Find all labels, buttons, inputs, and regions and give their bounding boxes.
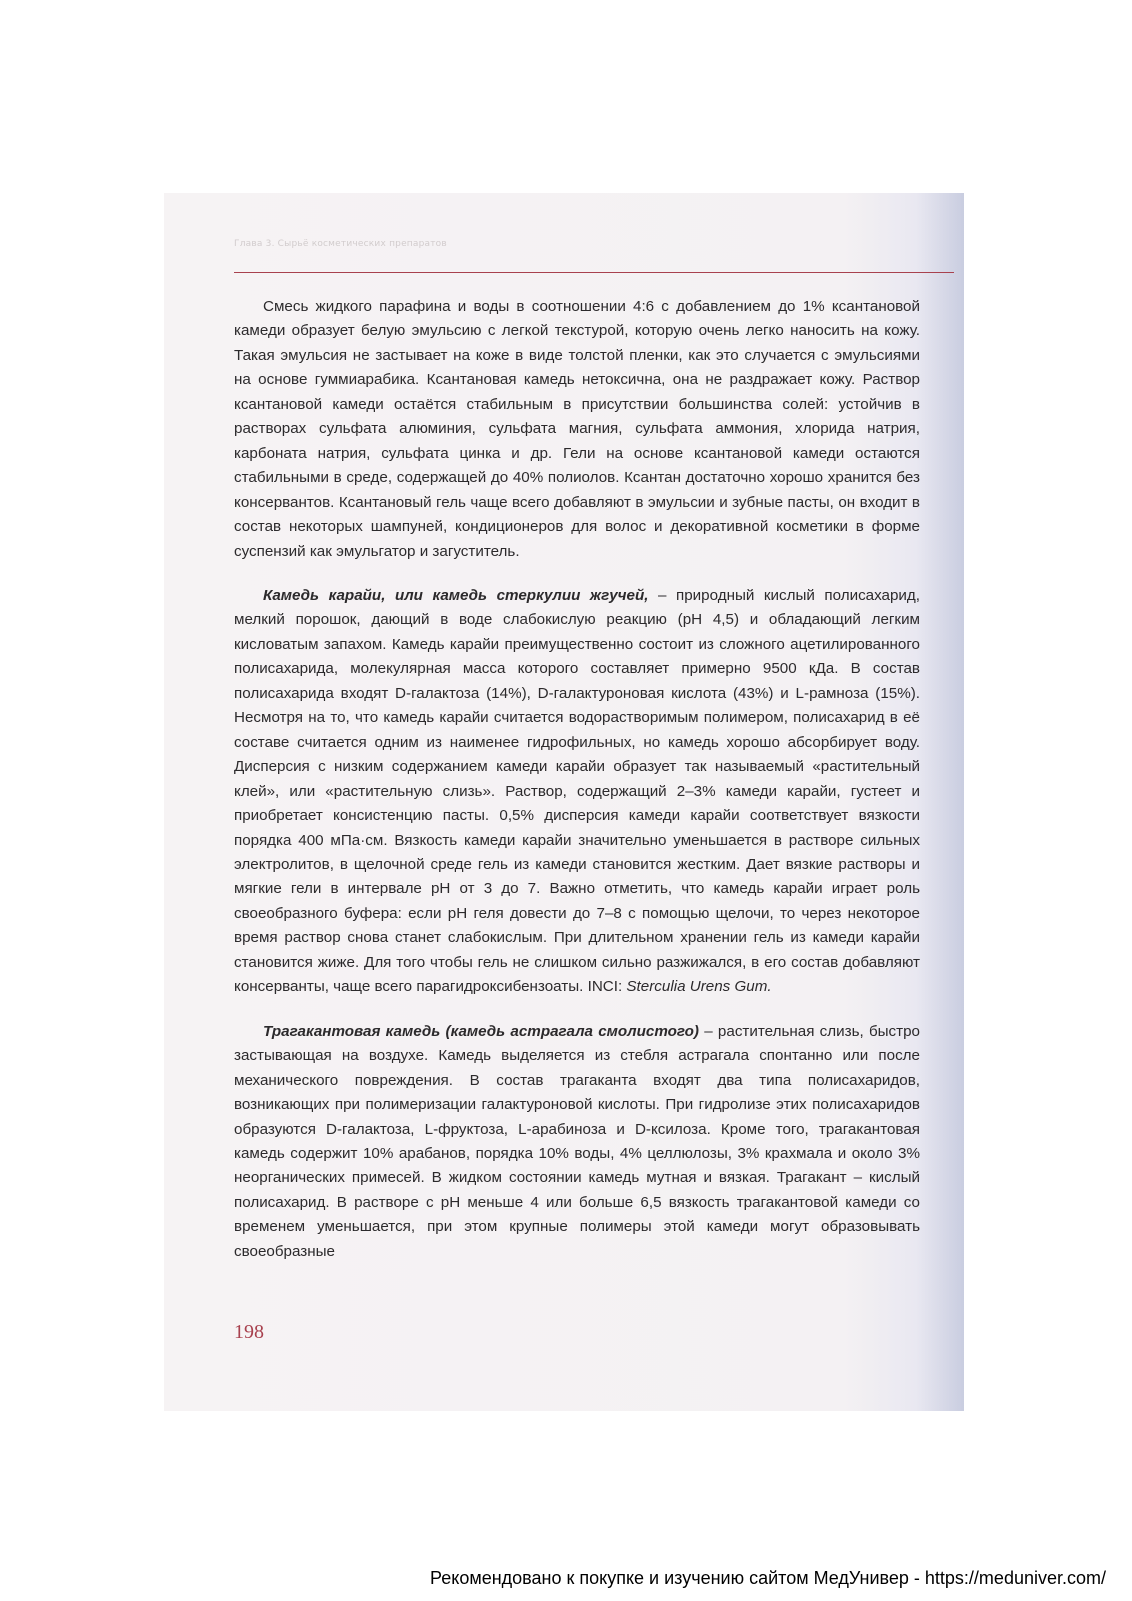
running-head: Глава 3. Сырьё косметических препаратов xyxy=(234,239,447,249)
paragraph-tragacanth xyxy=(234,1020,920,1265)
scanned-page xyxy=(164,193,964,1411)
paragraph-term: Камедь карайи, или камедь стеркулии жгучей, xyxy=(263,586,649,604)
paragraph-xanthan xyxy=(234,295,920,564)
paragraph-text: – природный кислый полисахарид, мелкий порошок, дающий в воде слабокислую реакцию (pH 4,5) и обладающий легким кисловатым запахом. Камедь карайи преимущественно состоит из сложного ацетилированного полисахарида, молекулярная масса которого составляет примерно 9500 кДа. В состав полисахарида входят D-галактоза (14%), D-галактуроновая кислота (43%) и L-рамноза (15%). Несмотря на то, что камедь карайи считается водорастворимым полимером, полисахарид в её составе считается одним из наименее гидрофильных, но камедь хорошо абсорбирует воду. Дисперсия с низким содержанием камеди карайи образует так называемый «растительный клей», или «растительную слизь». Раствор, содержащий 2–3% камеди карайи, густеет и приобретает консистенцию пасты. 0,5% дисперсия камеди карайи соответствует вязкости порядка 400 мПа·см. Вязкость камеди карайи значительно уменьшается в растворе сильных электролитов, в щелочной среде гель из камеди становится жестким. Дает вязкие растворы и мягкие гели в интервале pH от 3 до 7. Важно отметить, что камедь карайи играет роль своеобразного буфера: если pH геля довести до 7–8 с помощью щелочи, то через некоторое время раствор снова станет слабокислым. При длительном хранении гель из камеди карайи становится жиже. Для того чтобы гель не слишком сильно разжижался, в его состав добавляют консерванты, чаще всего парагидроксибензоаты. INCI: xyxy=(234,586,920,996)
paragraph-text: – растительная слизь, быстро застывающая на воздухе. Камедь выделяется из стебля астрагала спонтанно или после механического повреждения. В состав трагаканта входят два типа полисахаридов, возникающих при полимеризации галактуроновой кислоты. При гидролизе этих полисахаридов образуются D-галактоза, L-фруктоза, L-арабиноза и D-ксилоза. Кроме того, трагакантовая камедь содержит 10% арабанов, порядка 10% воды, 4% целлюлозы, 3% крахмала и около 3% неорганических примесей. В жидком состоянии камедь мутная и вязкая. Трагакант – кислый полисахарид. В растворе с pH меньше 4 или больше 6,5 вязкость трагакантовой камеди со временем уменьшается, при этом крупные полимеры этой камеди могут образовывать своеобразные xyxy=(234,1022,921,1260)
inci-name: Sterculia Urens Gum. xyxy=(626,978,772,996)
paragraph-karaya xyxy=(234,584,920,1000)
page-number: 198 xyxy=(234,1321,264,1343)
footer-note: Рекомендовано к покупке и изучению сайтом МедУнивер - https://meduniver.com/ xyxy=(430,1568,1106,1588)
paragraph-term: Трагакантовая камедь (камедь астрагала смолистого) xyxy=(263,1022,699,1040)
body-text xyxy=(234,295,920,1264)
header-rule xyxy=(234,272,954,273)
paragraph-text: Смесь жидкого парафина и воды в соотношении 4:6 с добавлением до 1% ксантановой камеди образует белую эмульсию с легкой текстурой, которую очень легко наносить на кожу. Такая эмульсия не застывает на коже в виде толстой пленки, как это случается с эмульсиями на основе гуммиарабика. Ксантановая камедь нетоксична, она не раздражает кожу. Раствор ксантановой камеди остаётся стабильным в присутствии большинства солей: устойчив в растворах сульфата алюминия, сульфата магния, сульфата аммония, хлорида натрия, карбоната натрия, сульфата цинка и др. Гели на основе ксантановой камеди остаются стабильными в среде, содержащей до 40% полиолов. Ксантан достаточно хорошо хранится без консервантов. Ксантановый гель чаще всего добавляют в эмульсии и зубные пасты, он входит в состав некоторых шампуней, кондиционеров для волос и декоративной косметики в форме суспензий как эмульгатор и загуститель. xyxy=(234,298,920,560)
